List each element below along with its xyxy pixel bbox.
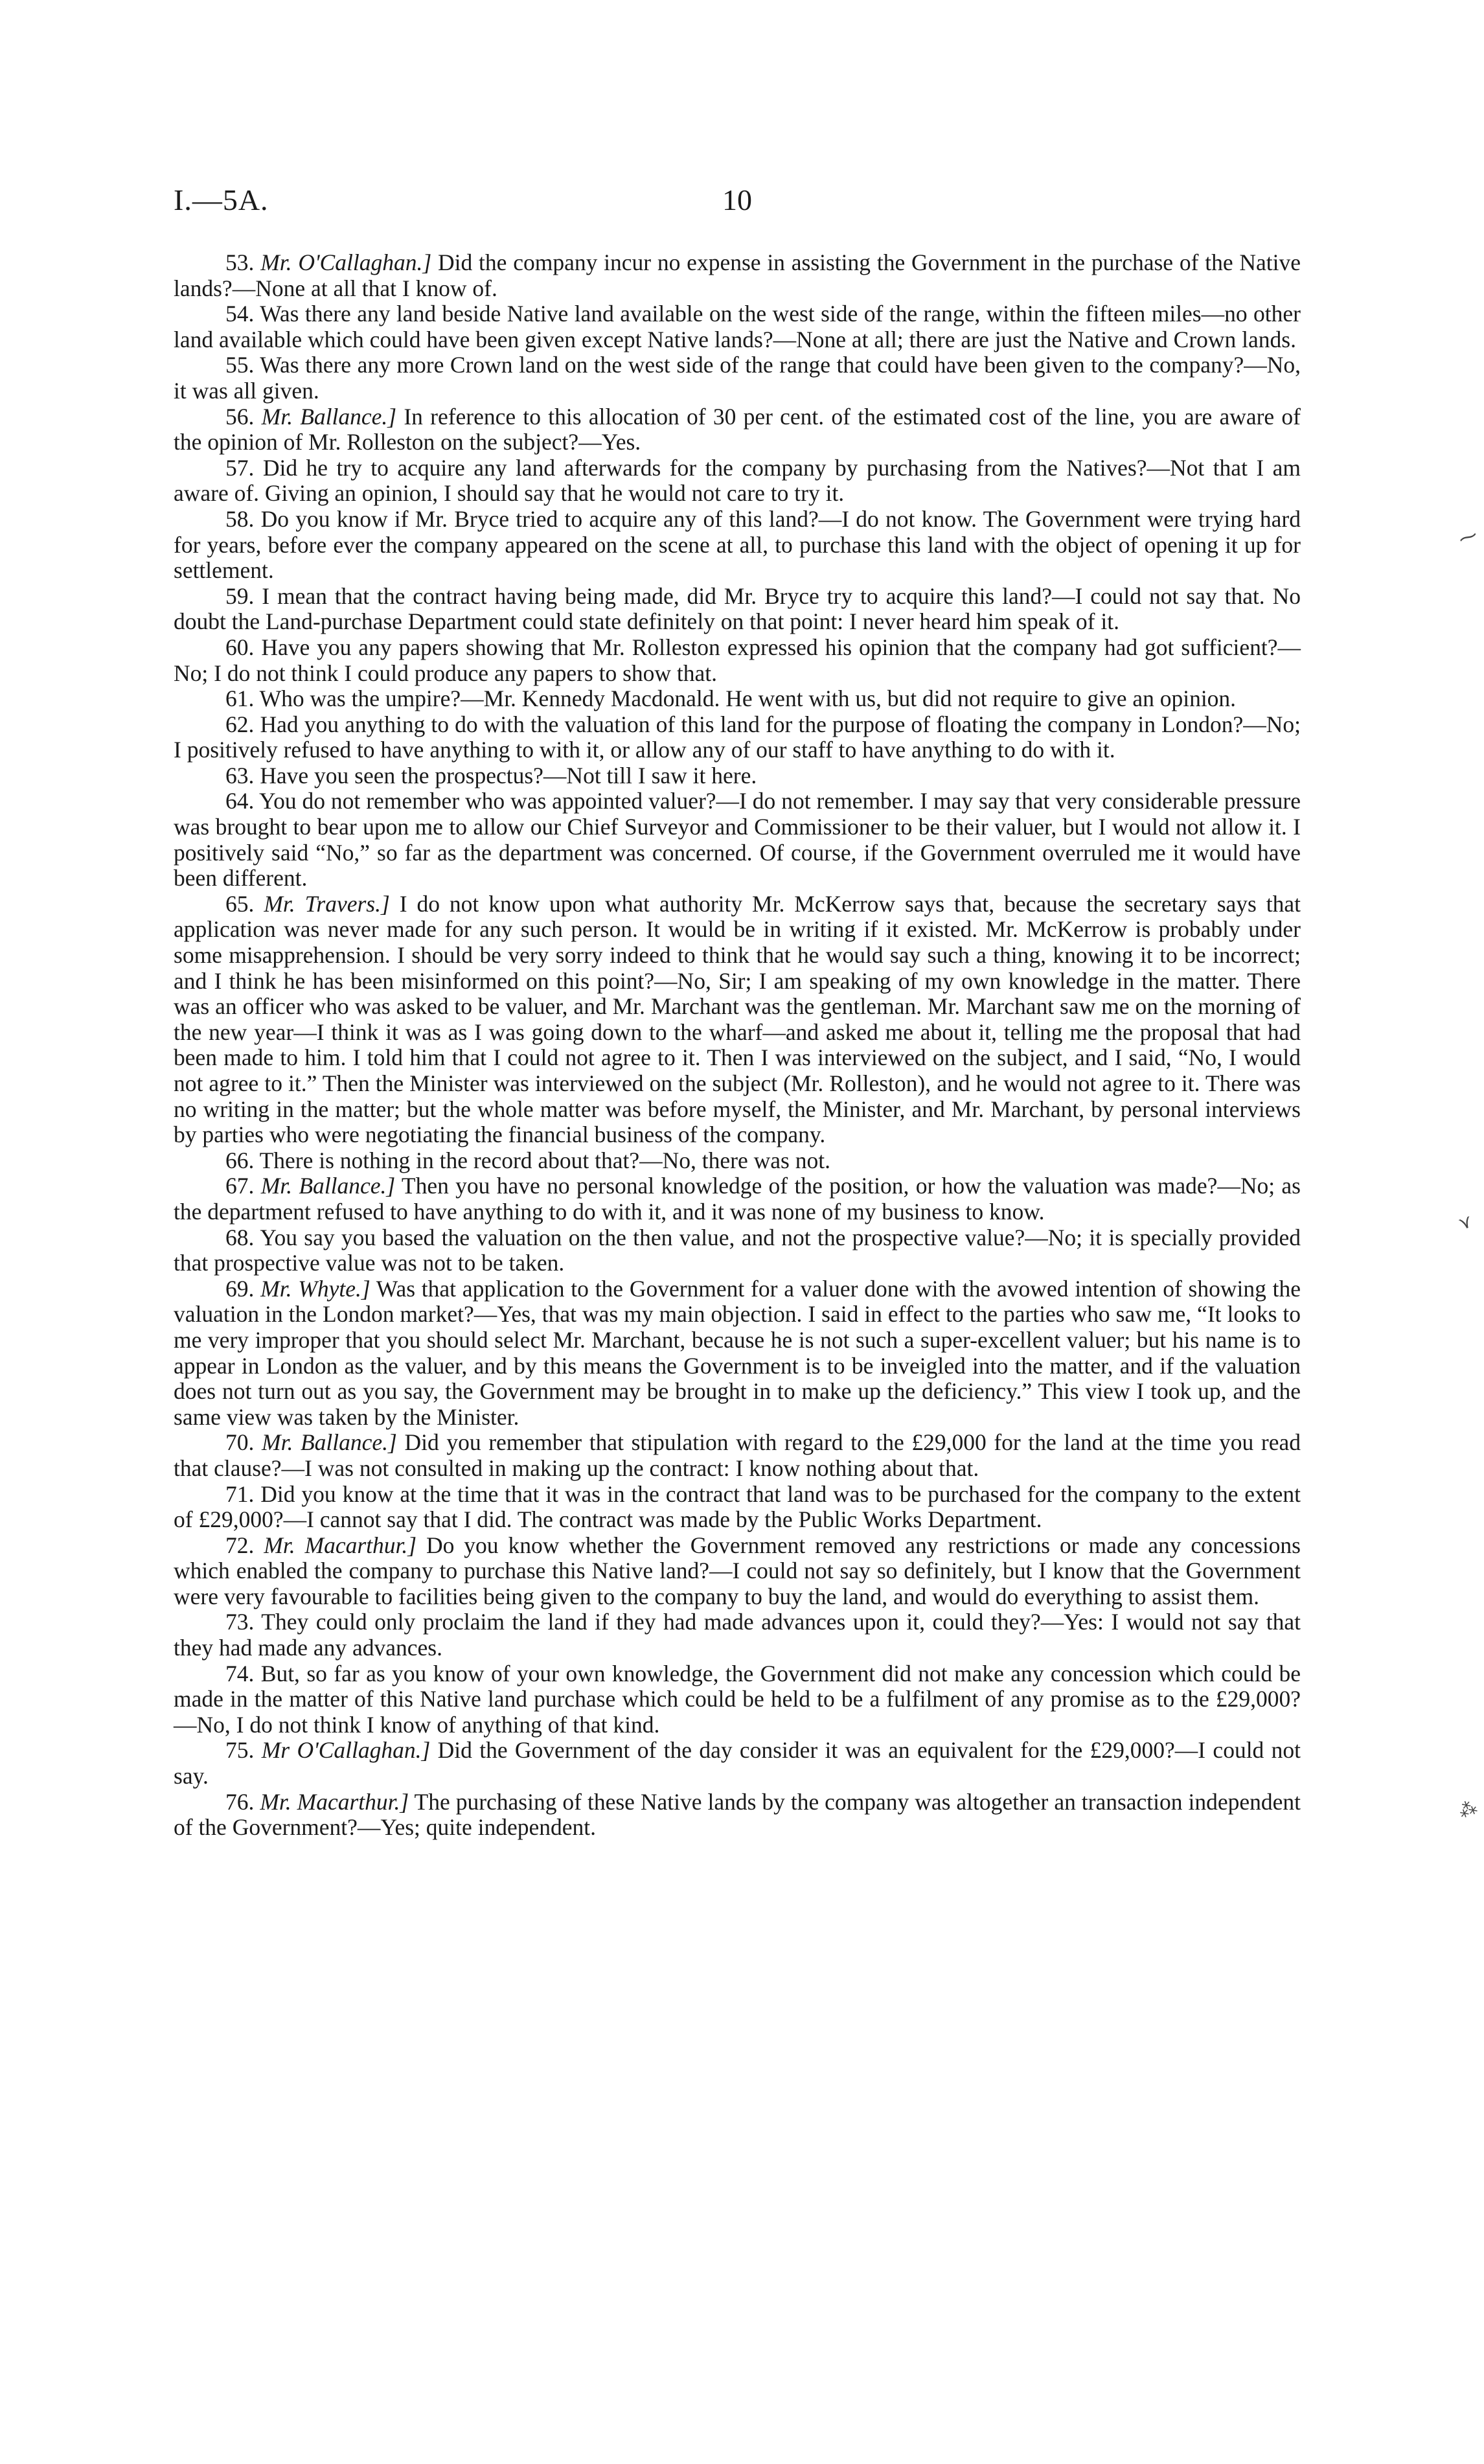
question-number: 55. xyxy=(225,352,255,378)
question-number: 61. xyxy=(225,685,255,712)
question-58 xyxy=(174,507,1301,584)
speaker: Mr. Macarthur.] xyxy=(260,1788,409,1815)
question-number: 57. xyxy=(225,454,255,481)
speaker: Mr. Ballance.] xyxy=(262,1429,397,1456)
question-text: Had you anything to do with the valuation of this land for the purpose of floating the company in London?—No; I positively refused to have anything to with it, or allow any of our staff to have anything to do with it. xyxy=(174,711,1301,763)
question-text: Did you know at the time that it was in the contract that land was to be purchased for the company to the extent of £29,000?—I cannot say that I did. The contract was made by the Public Works Department. xyxy=(174,1480,1301,1533)
question-number: 74. xyxy=(225,1660,255,1687)
question-text: The purchasing of these Native lands by the company was altogether an transaction independent of the Government?—Yes; quite independent. xyxy=(174,1788,1301,1841)
question-number: 69. xyxy=(225,1275,255,1302)
question-text: Did you remember that stipulation with regard to the £29,000 for the land at the time you read that clause?—I was not consulted in making up the contract: I know nothing about that. xyxy=(174,1429,1301,1481)
question-71 xyxy=(174,1482,1301,1533)
question-74 xyxy=(174,1661,1301,1738)
question-text: Was that application to the Government for a valuer done with the avowed intention of showing the valuation in the London market?—Yes, that was my main objection. I said in effect to the parties who saw me, “It looks to me very improper that you should select Mr. Marchant, because he is not such a super-excellent valuer; but his name is to appear in London as the valuer, and by this means the Government is to be inveigled into the matter, and if the valuation does not turn out as you say, the Government may be brought in to make up the deficiency.” This view I took up, and the same view was taken by the Minister. xyxy=(174,1275,1301,1430)
question-text: Who was the umpire?—Mr. Kennedy Macdonald. He went with us, but did not require to give an opinion. xyxy=(259,685,1237,712)
speaker: Mr. O'Callaghan.] xyxy=(260,249,432,275)
question-75 xyxy=(174,1738,1301,1789)
question-59 xyxy=(174,584,1301,635)
speaker: Mr. Macarthur.] xyxy=(264,1532,417,1558)
question-text: Have you seen the prospectus?—Not till I saw it here. xyxy=(260,762,757,789)
question-number: 56. xyxy=(225,403,255,430)
question-60 xyxy=(174,635,1301,686)
question-text: You do not remember who was appointed valuer?—I do not remember. I may say that very considerable pressure was brought to bear upon me to allow our Chief Surveyor and Commissioner to be their valuer, but I would not allow it. I positively said “No,” so far as the department was concerned. Of course, if the Government overruled me it would have been different. xyxy=(174,788,1301,892)
question-53 xyxy=(174,250,1301,301)
question-number: 54. xyxy=(225,301,255,327)
question-text: But, so far as you know of your own knowledge, the Government did not make any concession which could be made in the matter of this Native land purchase which could be held to be a fulfilment of any promise as to the £29,000?—No, I do not think I know of anything of that kind. xyxy=(174,1660,1301,1738)
question-text: Do you know if Mr. Bryce tried to acquire any of this land?—I do not know. The Government were trying hard for years, before ever the company appeared on the scene at all, to purchase this land with the object of opening it up for settlement. xyxy=(174,505,1301,584)
question-number: 70. xyxy=(225,1429,255,1456)
question-text: Do you know whether the Government removed any restrictions or made any concessions which enabled the company to purchase this Native land?—I could not say so definitely, but I know that the Government were very favourable to facilities being given to the company to buy the land, and would do everything to assist them. xyxy=(174,1532,1301,1609)
question-54 xyxy=(174,301,1301,352)
question-number: 73. xyxy=(225,1609,255,1635)
question-text: Then you have no personal knowledge of the position, or how the valuation was made?—No; as the department refused to have anything to do with it, and it was none of my business to know. xyxy=(174,1173,1301,1225)
question-63 xyxy=(174,763,1301,789)
speaker: Mr. Whyte.] xyxy=(260,1275,371,1302)
speaker: Mr O'Callaghan.] xyxy=(261,1737,431,1764)
question-70 xyxy=(174,1430,1301,1481)
speaker: Mr. Travers.] xyxy=(264,890,390,917)
question-64 xyxy=(174,789,1301,891)
question-number: 71. xyxy=(225,1480,255,1507)
question-text: You say you based the valuation on the then value, and not the prospective value?—No; it is specially provided that prospective value was not to be taken. xyxy=(174,1224,1301,1276)
question-73 xyxy=(174,1609,1301,1661)
question-55 xyxy=(174,352,1301,404)
question-57 xyxy=(174,455,1301,507)
margin-scan-mark: ⁓ xyxy=(1455,524,1480,550)
document-reference: I.—5A. xyxy=(174,183,269,216)
question-65 xyxy=(174,892,1301,1148)
question-69 xyxy=(174,1276,1301,1431)
question-76 xyxy=(174,1790,1301,1841)
speaker: Mr. Ballance.] xyxy=(260,1173,396,1199)
question-72 xyxy=(174,1533,1301,1610)
question-number: 68. xyxy=(225,1224,255,1250)
question-text: Was there any land beside Native land available on the west side of the range, within the fifteen miles—no other land available which could have been given except Native lands?—None at all; there are just the Native and Crown lands. xyxy=(174,301,1301,352)
margin-scan-mark: ⋎ xyxy=(1455,1210,1476,1235)
question-56 xyxy=(174,404,1301,455)
question-text: Did the Government of the day consider it was an equivalent for the £29,000?—I could not say. xyxy=(174,1737,1301,1790)
question-text: I do not know upon what authority Mr. McKerrow says that, because the secretary says that application was never made for any such person. It would be in writing if it existed. Mr. McKerrow is probably under some misapprehension. I should be very sorry indeed to think that he would say such a thing, knowing it to be incorrect; and I think he has been misinformed on this point?—No, Sir; I am speaking of my own knowledge in the matter. There was an officer who was asked to be valuer, and Mr. Marchant was the gentleman. Mr. Marchant saw me on the morning of the new year—I think it was as I was going down to the wharf—and asked me about it, telling me the proposal that had been made to him. I told him that I could not agree to it. Then I was interviewed on the subject, and I said, “No, I would not agree to it.” Then the Minister was interviewed on the subject (Mr. Rolleston), and he would not agree to it. There was no writing in the matter; but the whole matter was before myself, the Minister, and Mr. Marchant, by personal interviews by parties who were negotiating the financial business of the company. xyxy=(174,890,1301,1148)
question-text: Did the company incur no expense in assisting the Government in the purchase of the Native lands?—None at all that I know of. xyxy=(174,249,1301,301)
evidence-text xyxy=(174,250,1301,1841)
question-text: In reference to this allocation of 30 per cent. of the estimated cost of the line, you are aware of the opinion of Mr. Rolleston on the subject?—Yes. xyxy=(174,403,1301,455)
question-number: 58. xyxy=(225,505,255,532)
question-62 xyxy=(174,712,1301,763)
question-text: There is nothing in the record about that?—No, there was not. xyxy=(259,1147,830,1173)
question-61 xyxy=(174,686,1301,712)
question-number: 53. xyxy=(225,249,255,275)
question-number: 66. xyxy=(225,1147,255,1173)
question-number: 64. xyxy=(225,788,255,814)
question-number: 62. xyxy=(225,711,255,737)
question-number: 65. xyxy=(225,890,255,917)
question-text: I mean that the contract having being made, did Mr. Bryce try to acquire this land?—I could not say that. No doubt the Land-purchase Department could state definitely on that point: I never heard him speak of it. xyxy=(174,582,1301,635)
question-number: 60. xyxy=(225,634,255,660)
question-number: 63. xyxy=(225,762,255,789)
speaker: Mr. Ballance.] xyxy=(261,403,397,430)
page-number: 10 xyxy=(722,183,752,216)
question-text: Was there any more Crown land on the west side of the range that could have been given to the company?—No, it was all given. xyxy=(174,352,1301,404)
question-number: 76. xyxy=(225,1788,255,1815)
question-text: Have you any papers showing that Mr. Rolleston expressed his opinion that the company had got sufficient?—No; I do not think I could produce any papers to show that. xyxy=(174,634,1301,686)
page-header xyxy=(174,183,1301,222)
question-number: 72. xyxy=(225,1532,255,1558)
margin-scan-mark: ⁂ xyxy=(1455,1796,1480,1823)
question-number: 59. xyxy=(225,582,255,609)
question-text: Did he try to acquire any land afterwards for the company by purchasing from the Natives?—Not that I am aware of. Giving an opinion, I should say that he would not care to try it. xyxy=(174,454,1301,507)
question-67 xyxy=(174,1173,1301,1225)
question-number: 75. xyxy=(225,1737,255,1764)
question-66 xyxy=(174,1148,1301,1174)
question-number: 67. xyxy=(225,1173,255,1199)
question-text: They could only proclaim the land if they had made advances upon it, could they?—Yes: I would not say that they had made any advances. xyxy=(174,1609,1301,1661)
question-68 xyxy=(174,1225,1301,1276)
